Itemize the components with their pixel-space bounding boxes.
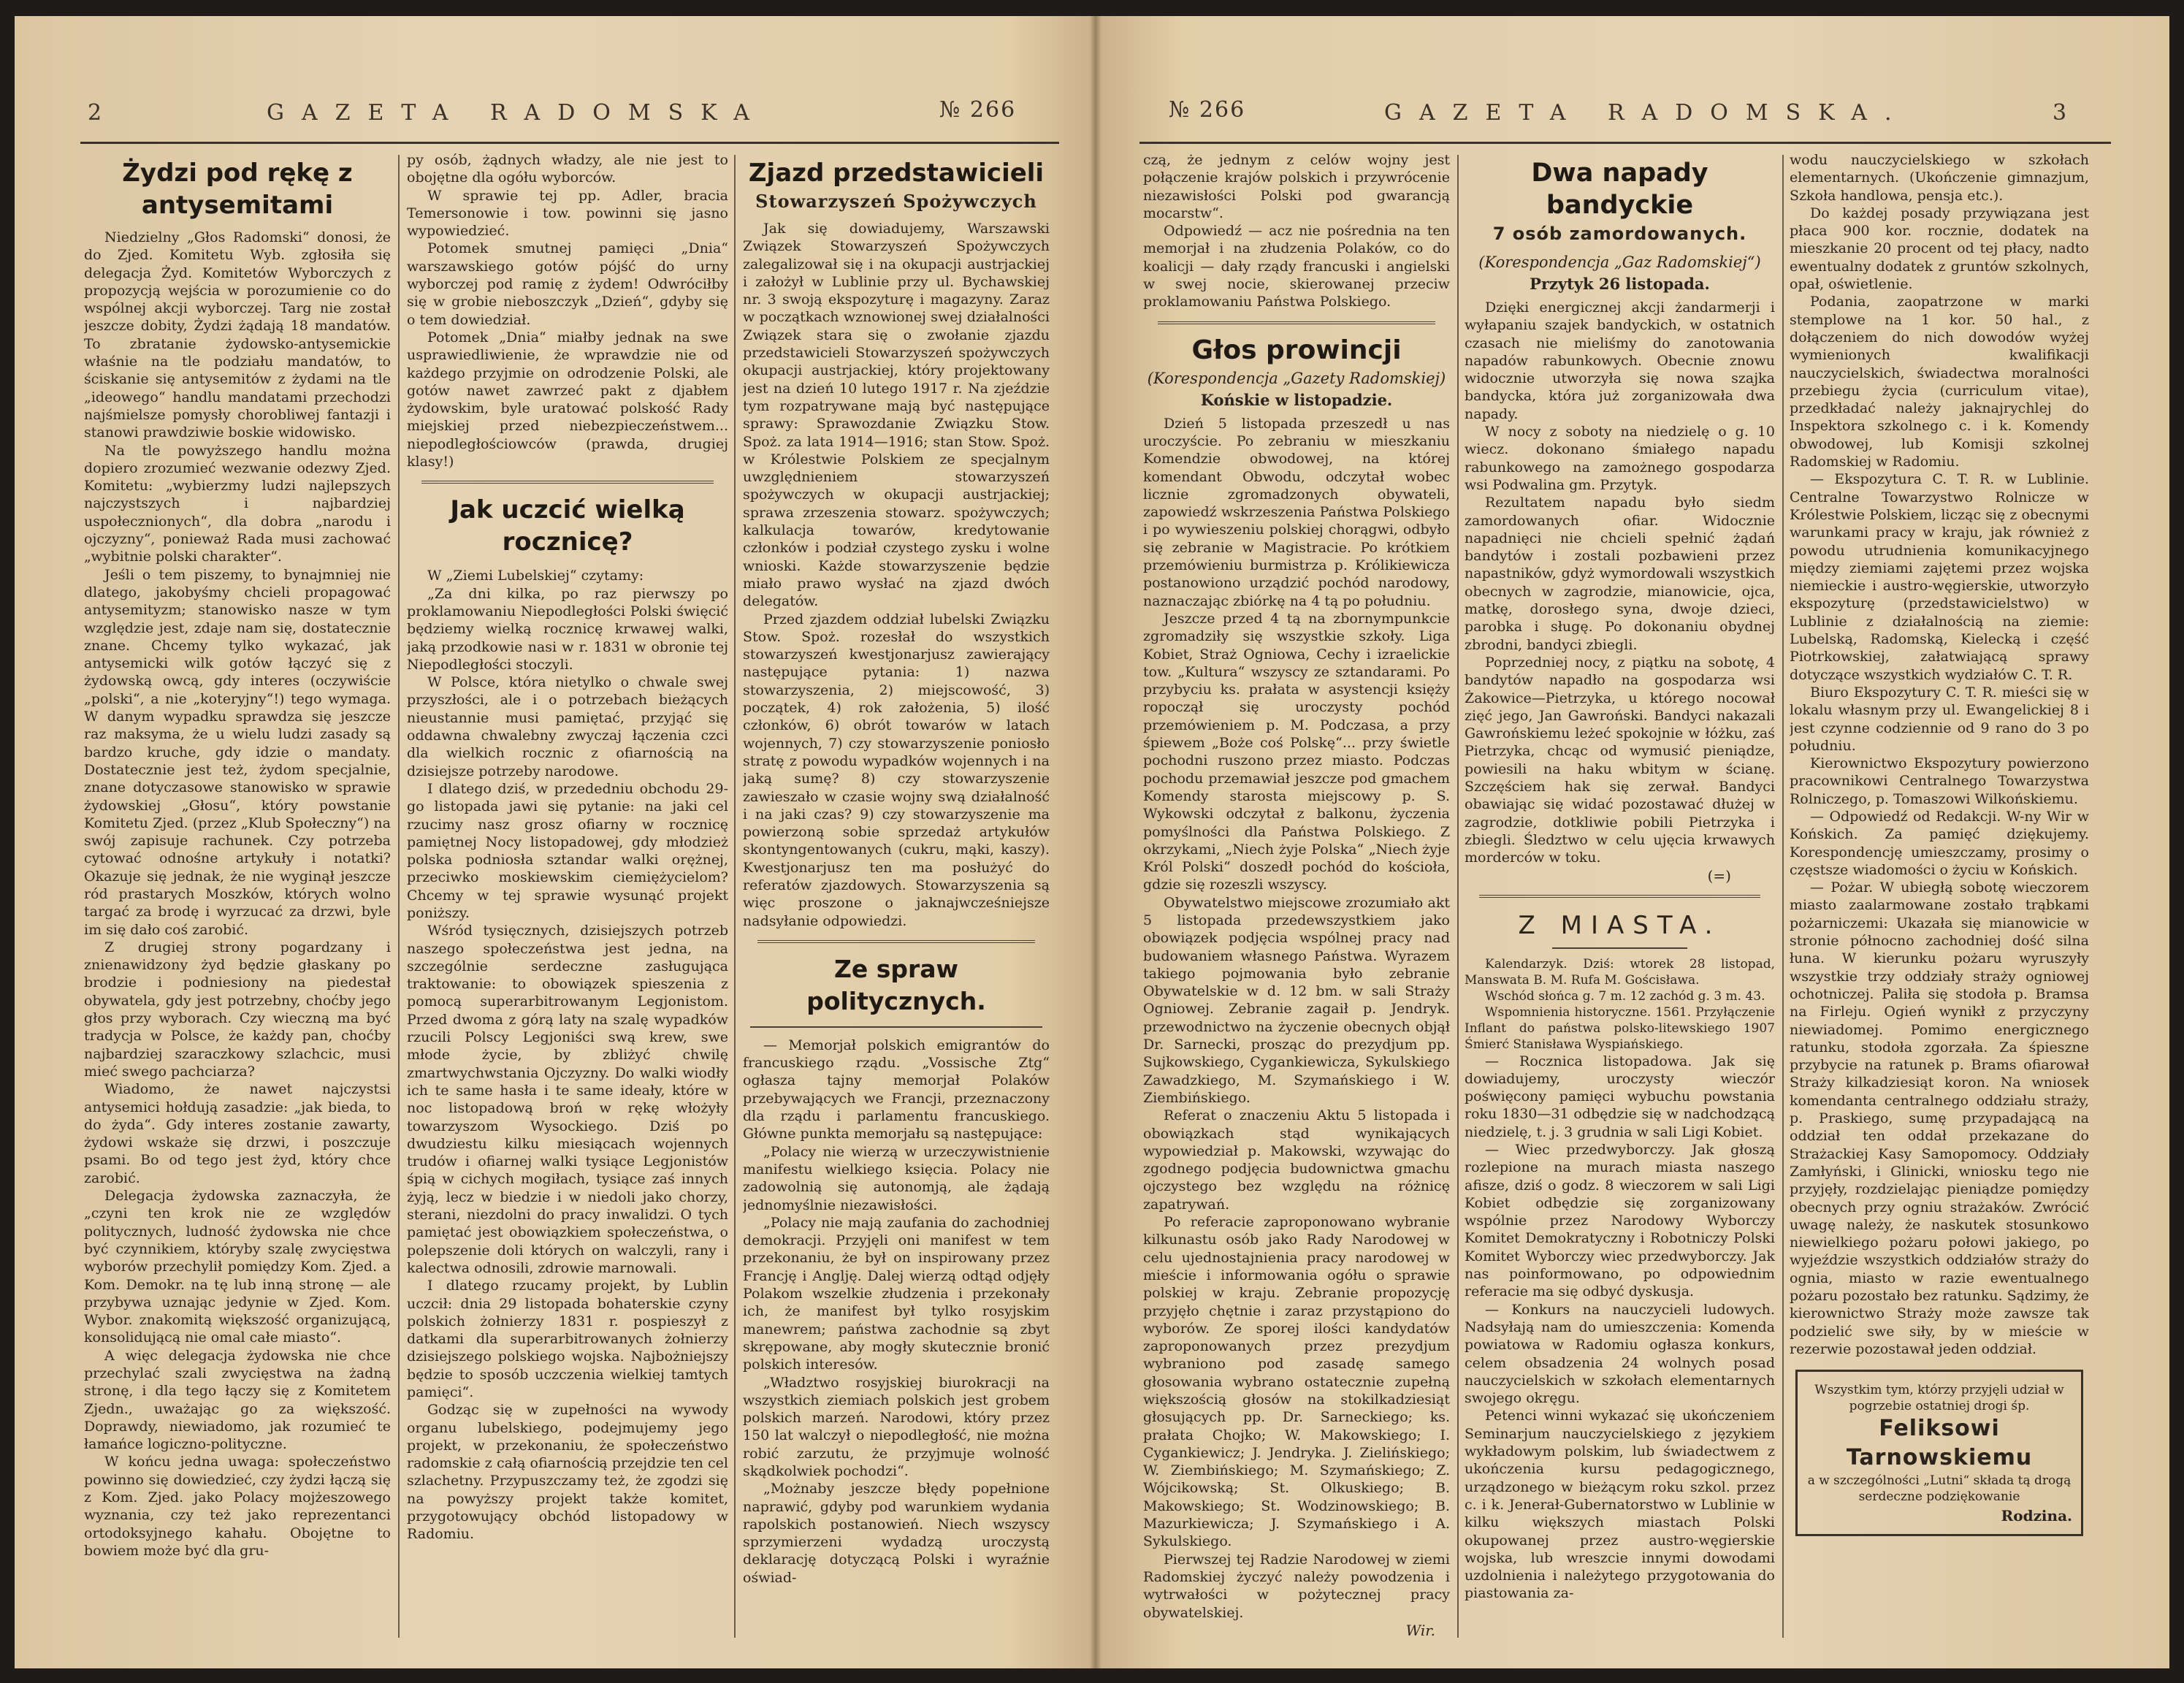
paragraph: Kierownictwo Ekspozytury powierzono pracownikowi Centralnego Towarzystwa Rolniczego, p. Tomaszowi Wilkońskiemu. [1790,755,2089,807]
notice-line-1: Wszystkim tym, którzy przyjęli udział w pogrzebie ostatniej drogi śp. [1814,1383,2064,1414]
paragraph: Po referacie zaproponowano wybranie kilkunastu osób jako Rady Narodowej w celu ujednostajnienia pracy narodowej w mieście i informowania ogółu o sprawie polskiej w kraju. Zebranie propozycję przyjęło chętnie i zaraz przystąpiono do wyborów. Ze sporej ilości kandydatów zaproponowanych przez prezydjum wybraniono pod zasadę samego głosowania wybrano ostatecznie zupełną większością głosów na stokilkadziesiąt głosujących pp. Dr. Sarneckiego; ks. prałata Chojko; W. Makowskiego; I. Cygankiewicz; J. Jendryka. J. Zielińskiego; W. Ziembińskiego; M. Szymańskiego; Z. Wójcikowską; St. Olkuskiego; B. Makowskiego; St. Wodzinowskiego; B. Mazurkiewicza; J. Szymańskiego i A. Sykulskiego. [1143,1214,1450,1550]
paragraph: „Polacy nie wierzą w urzeczywistnienie manifestu wielkiego księcia. Polacy nie zadowolnią się autonomją, ale żądają jednomyślnie niezawisłości. [743,1143,1050,1213]
right-column-2 [1465,151,1775,1649]
calendar-line: Wspomnienia historyczne. 1561. Przyłączenie Inflant do państwa polsko-litewskiego 1907 Śmierć Stanisława Wyspiańskiego. [1465,1004,1775,1052]
paragraph: czą, że jednym z celów wojny jest połączenie krajów polskich i przywrócenie niezawisłości Polski pod gwarancją mocarstw“. [1143,152,1450,221]
right-column-rule-2 [1782,155,1784,1638]
dateline-przytyk: Przytyk 26 listopada. [1530,275,1710,293]
paragraph: Do każdej posady przywiązana jest płaca 900 kor. rocznie, dodatek na mieszkanie 20 procent od tej płacy, nadto ewentualny dodatek z gruntów szkolnych, opał, oświetlenie. [1790,205,2089,293]
paragraph: W „Ziemi Lubelskiej“ czytamy: [427,568,644,584]
calendar-line: Kalendarzyk. Dziś: wtorek 28 listopad, Manswata B. M. Rufa M. Gościsława. [1465,956,1775,988]
right-masthead: GAZETA RADOMSKA. [1384,100,1909,126]
left-column-1 [84,151,391,1649]
paragraph: „Władztwo rosyjskiej biurokracji na wszystkich ziemiach polskich jest grobem polskich marzeń. Narodowi, który przez 150 lat walczył o niepodległość, nie można robić zarzutu, że przyjmuje wolność skądkolwiek pochodzi“. [743,1374,1050,1479]
paragraph: Odpowiedź — acz nie pośrednia na ten memorjał i na złudzenia Polaków, co do koalicji — dały rządy francuski i angielski w swej nocie, skierowanej przeciw proklamowaniu Państwa Polskiego. [1143,223,1450,310]
left-page [15,16,1096,1668]
right-header-rule [1139,142,2111,144]
book-gutter [1090,16,1101,1668]
article-subtitle-napady: 7 osób zamordowanych. [1492,224,1747,244]
left-masthead: GAZETA RADOMSKA [267,100,767,126]
left-issue-number: № 266 [939,97,1017,123]
paragraph: Rezultatem napadu było siedm zamordowanych ofiar. Widocznie napadnięci nie chcieli spełnić żądań bandytów i zostali pozbawieni przez napastników, gdyż wymordowali wszystkich obecnych w zagrodzie, mianowicie, ojca, matkę, dorosłego syna, dwoje dzieci, parobka i sługę. Po dokonaniu obydnej zbrodni, bandyci zbiegli. [1465,495,1775,653]
article-subtitle-zjazd: Stowarzyszeń Spożywczych [755,191,1037,212]
dateline-konskie: Końskie w listopadzie. [1200,390,1393,409]
paragraph: „Polacy nie mają zaufania do zachodniej demokracji. Przyjęli oni manifest w tem przekonaniu, że był on inspirowany przez Francję i Anglję. Dalej wierzą odtąd odjęły Polakom wszelkie złudzenia i przekonały ich, że manifest był tylko rosyjskim manewrem; państwa zachodnie są zbyt skrępowane, aby mogły skutecznie bronić polskich interesów. [743,1214,1050,1373]
left-header-rule [80,142,1059,144]
paragraph: Z drugiej strony pogardzany i znienawidzony żyd będzie głaskany po brodzie i podniesiony na piedestał obywatela, gdy jest potrzebny, choćby jego głos przy wyborach. Czy wieczną ma być tradycja w Polsce, że każdy pan, choćby najbardziej szaraczkowy szlachcic, musi mieć swego pachciarza? [84,939,391,1080]
right-column-3 [1790,151,2089,1649]
paragraph: „Możnaby jeszcze błędy popełnione naprawić, gdyby pod warunkiem wydania rapolskich postanowień. Niech wszyscy sprzymierzeni wydadzą uroczystą deklarację dotyczącą Polski i wyraźnie oświad- [743,1481,1050,1586]
paragraph: — Memorjał polskich emigrantów do francuskiego rządu. „Vossische Ztg“ ogłasza tajny memorjał Polaków przebywających we Francji, przeznaczony dla rządu i parlamentu francuskiego. Główne punkta memorjału są następujące: [743,1037,1050,1142]
paragraph: W nocy z soboty na niedzielę o g. 10 wiecz. dokonano śmiałego napadu rabunkowego na zamożnego gospodarza wsi Podwalina gm. Przytyk. [1465,424,1775,493]
paragraph: Pierwszej tej Radzie Narodowej w ziemi Radomskiej życzyć należy powodzenia i wytrwałości w pożytecznej pracy obywatelskiej. [1143,1551,1450,1621]
paragraph: I dlatego rzucamy projekt, by Lublin uczcił: dnia 29 listopada bohaterskie czyny polskich żołnierzy 1831 r. pospieszył z datkami dla superarbitrowanych żołnierzy dzisiejszego polskiego wojska. Najbożniejszy będzie to sposób uczczenia wielkiej tamtych pamięci“. [407,1278,728,1400]
paragraph: Potomek „Dnia“ miałby jednak na swe usprawiedliwienie, że wprawdzie nie od każdego przyjmie on odrodzenie Polski, ale gotów nawet zawrzeć pakt z djabłem żydowskim, byle uratować polskość Rady miejskiej przed niebezpieczeństwem... niepodległościowców (prawda, drugiej klasy!) [407,329,728,470]
signature-wir: Wir. [1405,1621,1435,1639]
paragraph: W sprawie tej pp. Adler, bracia Temersonowie i tow. powinni się jasno wypowiedzieć. [407,187,728,240]
paragraph: Podania, zaopatrzone w marki stemplowe na 1 kor. 50 hal., z dołączeniem do nich dowodów wyżej wymienionych kwalifikacji nauczycielskich, świadectwa moralności przebiegu życia (curriculum vitae), przedkładać należy jaknajrychlej do Inspektora szkolnego c. i k. Komendy obwodowej, lub Komisji szkolnej Radomskiej w Radomiu. [1790,294,2089,470]
paragraph: Delegacja żydowska zaznaczyła, że „czyni ten krok nie ze względów politycznych, ludność żydowska nie chce być czynnikiem, któryby szalę zwycięstwa wyborów przechylił pomiędzy Kom. Zjed. a Kom. Demokr. na tę lub inną stronę — ale przybywa uznając jedynie w Zjed. Kom. Wybor. znakomitą większość organizującą, konsolidującą nie omal całe miasto“. [84,1188,391,1346]
notice-line-2: a w szczególności „Lutni“ składa tą drogą serdeczne podziękowanie [1807,1473,2072,1505]
paragraph: — Ekspozytura C. T. R. w Lublinie. Centralne Towarzystwo Rolnicze w Królestwie Polskiem, licząc się z obecnymi warunkami pracy w kraju, jak również z powodu utrudnienia komunikacyjnego między ziemiami zajętemi przez wojska niemieckie i austro-węgierskie, utworzyło ekspozyturę (przedstawicielstwo) w Lublinie z działalnością na ziemie: Lubelską, Radomską, Kielecką i część Piotrkowskiej, załatwiającą sprawy dotyczące wszystkich wydziałów C. T. R. [1790,471,2089,683]
separator [750,1026,1042,1028]
paragraph: Poprzedniej nocy, z piątku na sobotę, 4 bandytów napadło na gospodarza wsi Żakowice—Pietrzyka, u którego nocował zięć jego, Jan Gawroński. Bandyci nakazali Gawrońskiemu leżeć spokojnie w łóżku, zaś Pietrzyka, chcąc od wymusić pieniądze, powiesili na haku wbitym w ścianę. Szczęściem hak się zerwał. Bandyci obawiając się widać pozostawać dłużej w zagrodzie, dotkliwie pobili Pietrzyka i zbiegli. Śledztwo w celu ujęcia krwawych morderców w toku. [1465,654,1775,866]
paragraph: — Pożar. W ubiegłą sobotę wieczorem miasto zaalarmowane zostało trąbkami pożarniczemi: Ukazała się mianowicie w stronie północno zachodniej dość silna łuna. W kierunku pożaru wyruszyły wszystkie trzy oddziały straży ogniowej ochotniczej. Paliła się stodoła p. Bramsa na Firleju. Ogień wynikł z przyczyny niewiadomej. Pomimo energicznego ratunku, stodoła zgorzała. Za śpieszne przybycie na ratunek p. Brams ofiarował Straży kilkadziesiąt koron. Na wniosek komendanta centralnego oddziału straży, p. Praskiego, sumę przypadającą na oddział ten oddał przekazane do Strażackiej Kasy Samopomocy. Oddziały Zamłyński, i Glinicki, wniosku tego nie przyjęły, rozdzielając pieniądze pomiędzy obecnych przy ogniu strażaków. Zwrócić uwagę należy, że naskutek stosunkowo niewielkiego pożaru połowi jakiego, po wyjeździe wszystkich oddziałów straży do ognia, miasto w razie ewentualnego pożaru pozostało bez ratunku. Sądzimy, że kierownictwo Straży może zawsze tak podzielić swe siły, by w mieście w rezerwie pozostawał jeden oddział. [1790,879,2089,1357]
section-title-z-miasta: Z MIASTA. [1518,910,1722,940]
paragraph: Dzięki energicznej akcji żandarmerji i wyłapaniu szajek bandyckich, w ostatnich czasach nie mieliśmy do zanotowania napadów rabunkowych. Obecnie znowu widocznie utworzyła się nowa szajka bandycka, która już zorganizowała dwa napady. [1465,299,1775,422]
separator [757,940,1035,943]
left-page-number: 2 [88,100,102,126]
paragraph: Jak się dowiadujemy, Warszawski Związek Stowarzyszeń Spożywczych zalegalizował się i na okupacji austrjackiej i założył w Lublinie przy ul. Bychawskiej nr. 3 swoją ekspozyturę i magazyny. Zaraz w początkach wznowionej swej działalności Związek stara się o zwołanie zjazdu przedstawicieli Stowarzyszeń spożywczych okupacji austrjackiej, który projektowany jest na dzień 10 lutego 1917 r. Na zjeździe tym rozpatrywane mają być następujące sprawy: Sprawozdanie Związku Stow. Spoż. za lata 1914—1916; stan Stow. Spoż. w Królestwie Polskiem ze specjalnym uwzględnieniem stowarzyszeń spożywczych w okupacji austrjackiej; sprawa zrzeszenia stowarz. spożywczych; kalkulacja towarów, kredytowanie członków i podział czystego zysku i wolne wnioski. Każde stowarzyszenie będzie miało prawo wysłać na zjazd dwóch delegatów. [743,221,1050,610]
left-column-rule-2 [734,155,736,1638]
paragraph: „Za dni kilka, po raz pierwszy po proklamowaniu Niepodległości Polski święcić będziemy wielką rocznicę krwawej walki, jaką przodkowie nasi w r. 1831 w obronie tej Niepodległości stoczyli. [407,585,728,673]
notice-signature: Rodzina. [2001,1507,2072,1525]
correspondence-line: (Korespondencja „Gaz Radomskiej“) [1478,253,1761,271]
paragraph: A więc delegacja żydowska nie chce przechylać szali zwycięstwa na żadną stronę, i dla tego łączy się z Komitetem Zjedn., uważając go za większość. Doprawdy, niewiadomo, jak rozumieć te łamańce logiczno-polityczne. [84,1347,391,1453]
right-page-number: 3 [2053,100,2067,126]
paragraph: — Rocznica listopadowa. Jak się dowiadujemy, uroczysty wieczór poświęcony pamięci wybuchu powstania roku 1830—31 odbędzie się w nadchodzącą niedzielę, t. j. 3 grudnia w sali Ligi Kobiet. [1465,1053,1775,1140]
paragraph: Jeśli o tem piszemy, to bynajmniej nie dlatego, jakobyśmy chcieli propagować antysemityzm; stanowisko nasze w tym względzie jest, zdaje nam się, dostatecznie znane. Chcemy tylko wykazać, jak antysemicki wilk gotów łączyć się z żydowską owcą, gdy interes (oczywiście „polski“, a nie „koteryjny“!) tego wymaga. W danym wypadku sprawdza się jeszcze raz maksyma, że u wielu ludzi zasady są bardzo kruche, gdy idzie o mandaty. Dostatecznie jest też, żydom specjalnie, znane dotyczasowe stanowisko w sprawie żydowskiej „Głosu“, który powstanie Komitetu Zjed. (przez „Klub Społeczny“) na swój zapisuje rachunek. Czy potrzeba cytować odnośne artykuły i notatki? Okazuje się jednak, że nie wyginął jeszcze ród prastarych Moszków, których wolno targać za brodę i wyrzucać za drzwi, byle im się dało coś zarobić. [84,566,391,938]
paragraph: py osób, żądnych władzy, ale nie jest to obojętne dla ogółu wyborców. [407,152,728,186]
separator [421,481,714,484]
separator [1158,321,1435,324]
paragraph: Potomek smutnej pamięci „Dnia“ warszawskiego gotów pójść do urny wyborczej pod ramię z żydem! Odwróciłby się w grobie nieboszczyk „Dzień“, gdyby się o tem dowiedział. [407,240,728,328]
paragraph: Niedzielny „Głos Radomski“ donosi, że do Zjed. Komitetu Wyb. zgłosiła się delegacja Żyd. Komitetów Wyborczych z propozycją wejścia w porozumienie co do wspólnej akcji wyborczej. Targ nie został jeszcze dobity, Żydzi żądają 18 mandatów. To zbratanie żydowsko-antysemickie właśnie na tle podziału mandatów, to ściskanie się antysemitów z żydami na tle „ideowego“ handlu mandatami przechodzi najśmielsze pomysły chorobliwej fantazji i stanowi prawdziwie boskie widowisko. [84,229,391,441]
paragraph: Jeszcze przed 4 tą na zbornympunkcie zgromadziły się wszystkie szkoły. Liga Kobiet, Straż Ogniowa, Cechy i izraelickie tow. „Kultura“ wszyscy ze sztandarami. Po przybyciu ks. prałata w asystencji księży ropoczął się uroczysty pochód przemówieniem p. M. Podczasa, a przy śpiewem „Boże coś Polskę“... przy świetle pochodni ruszono przez miasto. Podczas pochodu przemawiał jeszcze pod gmachem Komendy starosta miejscowy p. S. Wykowski odczytał z balkonu, życzenia pomyślności dla Państwa Polskiego. Z okrzykami, „Niech żyje Polska“ „Niech żyje Król Polski“ doszedł pochód do kościoła, gdzie się rozeszli wszyscy. [1143,610,1450,893]
separator [1479,895,1760,898]
article-title-rocznica: Jak uczcić wielką rocznicę? [450,495,685,557]
paragraph: Przed zjazdem oddział lubelski Związku Stow. Spoż. rozesłał do wszystkich stowarzyszeń kwestjonarjusz zawierający następujące pytania: 1) nazwa stowarzyszenia, 2) miejscowość, 3) początek, 4) rok założenia, 5) ilość członków, 6) obrót towarów w latach wojennych, 7) czy stowarzyszenie poniosło stratę z powodu wypadków wojennych i na jaką sumę? 8) czy stowarzyszenie zawieszało w czasie wojny swą działalność i na jaki czas? 9) czy stowarzyszenie ma powierzoną sobie sprzedaż artykułów skontyngentowanych (cukru, mąki, kaszy). Kwestjonarjusz ten ma posłużyć do referatów zjazdowych. Stowarzyszenia są więc proszone o jaknajwcześniejsze nadsyłanie odpowiedzi. [743,611,1050,929]
article-title-zjazd: Zjazd przedstawicieli [748,159,1045,188]
paragraph: Biuro Ekspozytury C. T. R. mieści się w lokalu własnym przy ul. Ewangelickiej 8 i jest czynne codziennie od 9 rano do 3 po południu. [1790,684,2089,754]
paragraph: W końcu jedna uwaga: społeczeństwo powinno się dowiedzieć, czy żydzi łączą się z Kom. Zjed. jako Polacy mojżeszowego wyznania, czy też jako reprezentanci ortodoksyjnego kahału. Obojętne to bowiem może być dla gru- [84,1454,391,1559]
signoff: (=) [1707,866,1731,885]
right-issue-number: № 266 [1169,97,1246,123]
paragraph: I dlatego dziś, w przededniu obchodu 29-go listopada jawi się pytanie: na jaki cel rzucimy nasz grosz ofiarny w rocznicę pamiętnej Nocy listopadowej, gdy młodzież polska podniosła sztandar walki orężnej, przeciwko moskiewskim ciemiężycielom? Chcemy w tej sprawie wysunąć projekt poniższy. [407,780,728,921]
left-column-rule-1 [398,155,400,1638]
paragraph: — Odpowiedź od Redakcji. W-ny Wir w Końskich. Za pamięć dziękujemy. Korespondencję umieszczamy, prosimy o częstsze wiadomości o życiu w Końskich. [1790,808,2089,878]
paragraph: Referat o znaczeniu Aktu 5 listopada i obowiązkach stąd wynikających wypowiedział p. Makowski, wzywając do zgodnego podjęcia budownictwa gmachu ojczystego bez względu na różnicę zapatrywań. [1143,1107,1450,1213]
article-title-napady: Dwa napady bandyckie [1531,159,1708,220]
article-title-polityka: Ze spraw politycznych. [806,954,986,1015]
paragraph: W Polsce, która nietylko o chwale swej przyszłości, ale i o potrzebach bieżących nieustannie musi pamiętać, przyjąć się oddawna chwalebny zwyczaj łączenia czci dla wielkich rocznic z ofiarnością na dzisiejsze potrzeby narodowe. [407,674,728,779]
paragraph: Dzień 5 listopada przeszedł u nas uroczyście. Po zebraniu w mieszkaniu Komendzie obwodowej, na której komendant Obwodu, odczytał wobec licznie zgromadzonych obywateli, zapowiedź wskrzeszenia Państwa Polskiego i po wywieszeniu polskiej chorągwi, odbyło się zebranie w Magistracie. Po krótkiem przemówieniu burmistrza p. Królikiewicza postanowiono urządzić pochód narodowy, naznaczając zbiórkę na 4 tą po południu. [1143,415,1450,609]
correspondence-line: (Korespondencja „Gazety Radomskiej) [1147,369,1446,387]
separator [1552,947,1687,949]
calendar-line: Wschód słońca g. 7 m. 12 zachód g. 3 m. 43. [1485,988,1765,1004]
right-column-rule-1 [1457,155,1459,1638]
paragraph: Godząc się w zupełności na wywody organu lubelskiego, podejmujemy jego projekt, w przekonaniu, że społeczeństwo radomskie z całą ofiarnością przejdzie ten cel szlachetny. Przypuszczamy też, że zgodzi się na powyższy projekt także komitet, przygotowujący obchód listopadowy w Radomiu. [407,1402,728,1543]
paragraph: Wśród tysięcznych, dzisiejszych potrzeb naszego społeczeństwa jest jedna, na szczególnie serdeczne zasługująca traktowanie: to obowiązek spieszenia z pomocą superarbitrowanym Legjonistom. Przed dwoma z górą laty na szalę wypadków rzucili Polscy Legjoniści swą krew, swe młode życie, by zbliżyć chwilę zmartwychwstania Ojczyzny. Do walki wiodły ich te same hasła i te same ideały, które w noc listopadową broń w rękę włożyły towarzyszom Wysockiego. Dziś po dwudziestu kilku miesiącach wojennych trudów i ofiarnej walki tysiące Legjonistów śpią w cichych mogiłach, tysiące zaś innych żyją, lecz w biedzie i w niedoli jako chorzy, sterani, niezdolni do pracy inwalidzi. O tych pamiętać jest obowiązkiem społeczeństwa, o polepszenie doli których on walczyli, rany i kalectwa odnosili, zdrowie marnowali. [407,923,728,1276]
obituary-thanks-notice [1795,1370,2083,1536]
left-column-3 [743,151,1050,1649]
right-column-1 [1143,151,1450,1649]
paragraph: — Wiec przedwyborczy. Jak głoszą rozlepione na murach miasta naszego afisze, dziś o godz. 8 wieczorem w sali Ligi Kobiet odbędzie się zorganizowany wspólnie przez Narodowy Wyborczy Komitet Demokratyczny i Robotniczy Polski Komitet Wyborczy wiec przedwyborczy. Jak nas poinformowano, po odpowiednim referacie ma się odbyć dyskusja. [1465,1141,1775,1300]
paragraph: Na tle powyższego handlu można dopiero zrozumieć wezwanie odezwy Zjed. Komitetu: „wybierzmy ludzi najlepszych najczystszych i najbardziej uspołecznionych“, dla dobra „narodu i ojczyzny“, ponieważ Rada musi zachować „wybitnie polski charakter“. [84,442,391,565]
paragraph: Wiadomo, że nawet najczystsi antysemici hołdują zasadzie: „jak bieda, to do żyda“. Gdy interes zostanie zawarty, żydowi wskaże się drzwi, i poszczuje psami. Bo od tego jest żyd, który chce zarobić. [84,1081,391,1186]
article-title-zydzi: Żydzi pod rękę z antysemitami [122,159,353,220]
paragraph: — Konkurs na nauczycieli ludowych. Nadsyłają nam do umieszczenia: Komenda powiatowa w Radomiu ogłasza konkurs, celem obsadzenia 24 wolnych posad nauczycielskich w szkołach elementarnych swojego okręgu. [1465,1301,1775,1407]
left-column-2 [407,151,728,1649]
right-page [1096,16,2169,1668]
paragraph: Petenci winni wykazać się ukończeniem Seminarjum nauczycielskiego z językiem wykładowym polskim, lub świadectwem z ukończenia kursu pedagogicznego, urządzonego w bieżącym roku szkol. przez c. i k. Jenerał-Gubernatorstwo w Lublinie w kilku większych miastach Polski okupowanej przez austro-węgierskie wojska, lub wreszcie innymi dowodami uzdolnienia i należytego przygotowania do piastowania za- [1465,1408,1775,1602]
paragraph: Obywatelstwo miejscowe zrozumiało akt 5 listopada przedewszystkiem jako obowiązek podjęcia wspólnej pracy nad budowaniem własnego Państwa. Wyrazem takiego pojmowania było zebranie Obywatelskie w d. 12 bm. w sali Straży Ogniowej. Zebranie zagaił p. Jendryk. przewodnictwo na życzenie obecnych objął Dr. Sarnecki, prosząc do prezydjum pp. Sujkowskiego, Cygankiewicza, Sykulskiego Zawadzkiego, M. Szymańskiego i W. Ziembińskiego. [1143,894,1450,1106]
notice-name: Feliksowi Tarnowskiemu [1846,1416,2033,1471]
article-title-glos-prowincji: Głos prowincji [1191,335,1402,365]
paragraph: wodu nauczycielskiego w szkołach elementarnych. (Ukończenie gimnazjum, Szkoła handlowa, pensja etc.). [1790,152,2089,204]
article-body-zydzi [84,229,391,1560]
